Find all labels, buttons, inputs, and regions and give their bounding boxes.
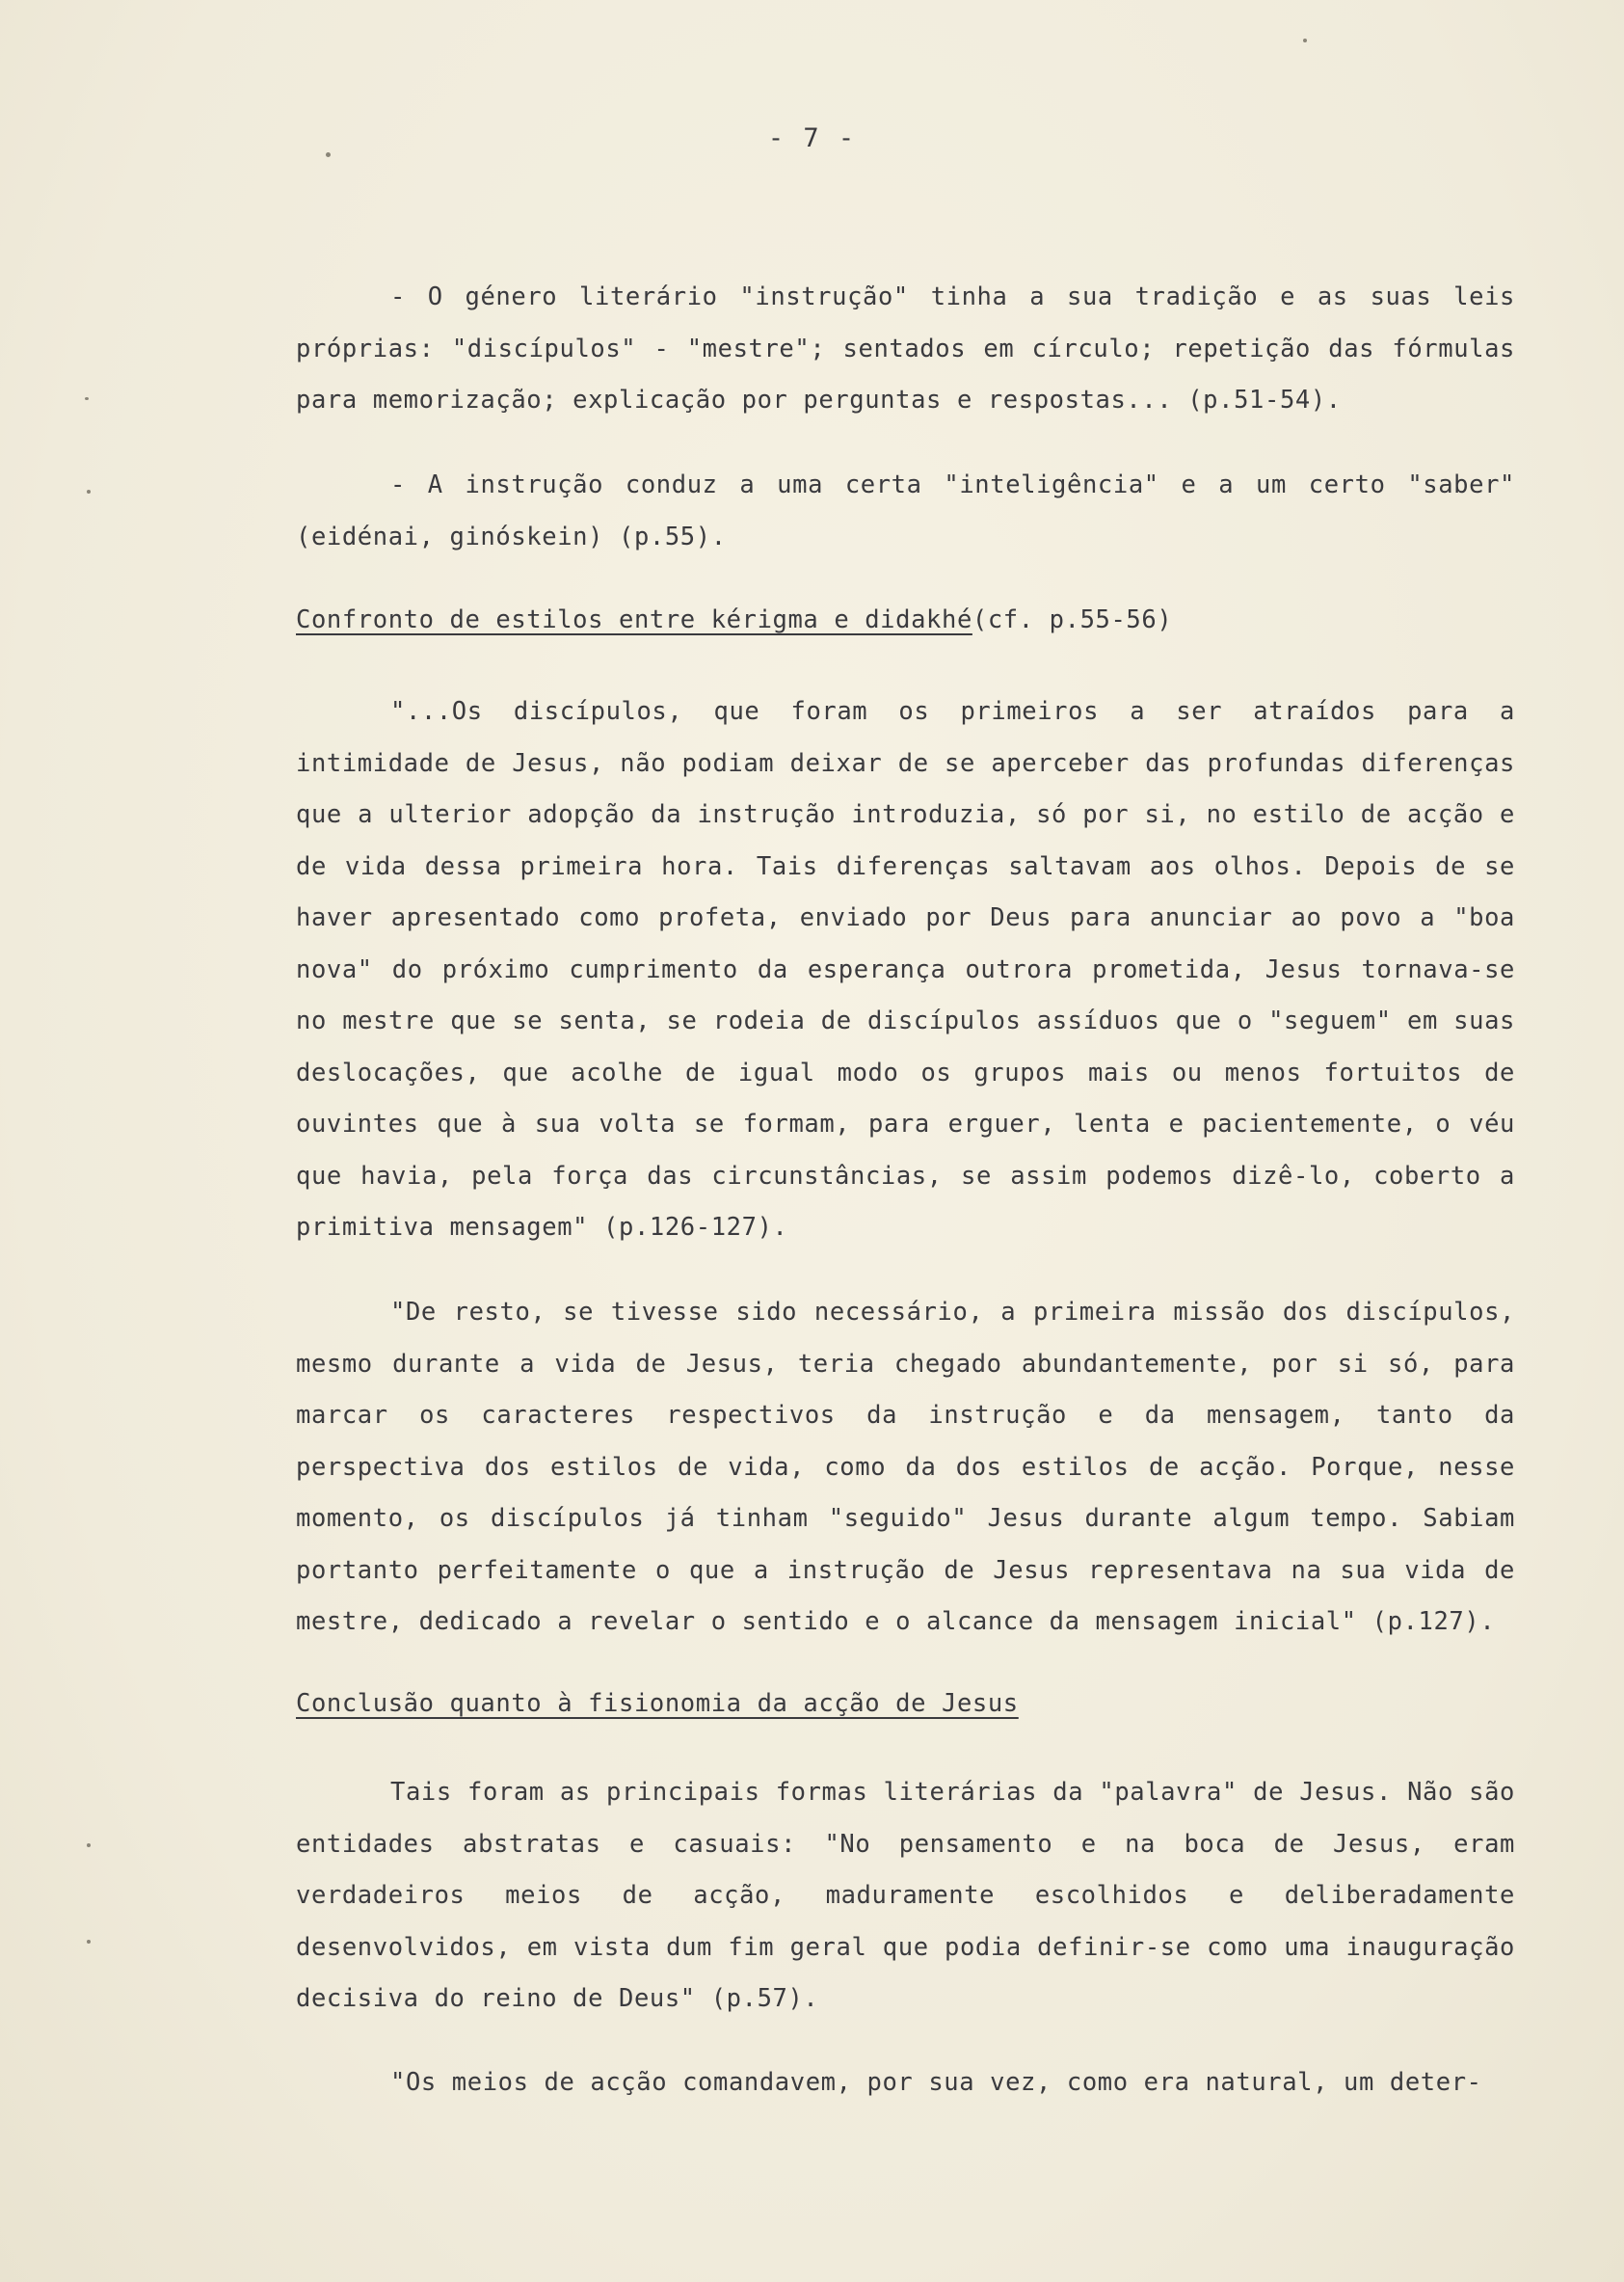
paragraph-text: - A instrução conduz a uma certa "inteligência" e a um certo "saber" (eidénai, ginóskein) (p.55). bbox=[296, 470, 1515, 551]
paragraph-formas-literarias bbox=[296, 1767, 1515, 2026]
paragraph-text: "Os meios de acção comandavem, por sua vez, como era natural, um deter- bbox=[390, 2068, 1482, 2097]
quote-primeira-missao bbox=[296, 1287, 1515, 1649]
section-heading-confronto bbox=[296, 605, 1172, 634]
paragraph-instrucao-inteligencia bbox=[296, 460, 1515, 563]
paper-speck bbox=[87, 1843, 91, 1847]
quote-meios-accao bbox=[296, 2057, 1515, 2109]
paper-speck bbox=[87, 1940, 91, 1944]
section-heading-reference: (cf. p.55-56) bbox=[972, 605, 1173, 634]
section-heading-conclusao: Conclusão quanto à fisionomia da acção de Jesus bbox=[296, 1689, 1019, 1718]
paper-speck bbox=[85, 397, 89, 400]
paper-speck bbox=[1303, 39, 1307, 42]
quote-discipulos bbox=[296, 686, 1515, 1254]
paragraph-text: - O género literário "instrução" tinha a sua tradição e as suas leis próprias: "discípulos" - "mestre"; sentados em círculo; repetição das fórmulas para memorização; explicação por perguntas e respostas... (p.51-54). bbox=[296, 282, 1515, 415]
paragraph-text: "...Os discípulos, que foram os primeiros a ser atraídos para a intimidade de Jesus, não podiam deixar de se aperceber das profundas diferenças que a ulterior adopção da instrução introduzia, só por si, no estilo de acção e de vida dessa primeira hora. Tais diferenças saltavam aos olhos. Depois de se haver apresentado como profeta, enviado por Deus para anunciar ao povo a "boa nova" do próximo cumprimento da esperança outrora prometida, Jesus tornava-se no mestre que se senta, se rodeia de discípulos assíduos que o "seguem" em suas deslocações, que acolhe de igual modo os grupos mais ou menos fortuitos de ouvintes que à sua volta se formam, para erguer, lenta e pacientemente, o véu que havia, pela força das circunstâncias, se assim podemos dizê-lo, coberto a primitiva mensagem" (p.126-127). bbox=[296, 697, 1515, 1242]
paragraph-text: "De resto, se tivesse sido necessário, a primeira missão dos discípulos, mesmo durante a vida de Jesus, teria chegado abundantemente, por si só, para marcar os caracteres respectivos da instrução e da mensagem, tanto da perspectiva dos estilos de vida, como da dos estilos de acção. Porque, nesse momento, os discípulos já tinham "seguido" Jesus durante algum tempo. Sabiam portanto perfeitamente o que a instrução de Jesus representava na sua vida de mestre, dedicado a revelar o sentido e o alcance da mensagem inicial" (p.127). bbox=[296, 1298, 1515, 1636]
section-heading-title: Confronto de estilos entre kérigma e didakhé bbox=[296, 605, 972, 634]
paper-speck bbox=[87, 490, 91, 494]
paragraph-instrucao-genero bbox=[296, 272, 1515, 427]
page-number: - 7 - bbox=[767, 123, 857, 153]
paragraph-text: Tais foram as principais formas literárias da "palavra" de Jesus. Não são entidades abstratas e casuais: "No pensamento e na boca de Jesus, eram verdadeiros meios de acção, maduramente escolhidos e deliberadamente desenvolvidos, em vista dum fim geral que podia definir-se como uma inauguração decisiva do reino de Deus" (p.57). bbox=[296, 1778, 1515, 2013]
